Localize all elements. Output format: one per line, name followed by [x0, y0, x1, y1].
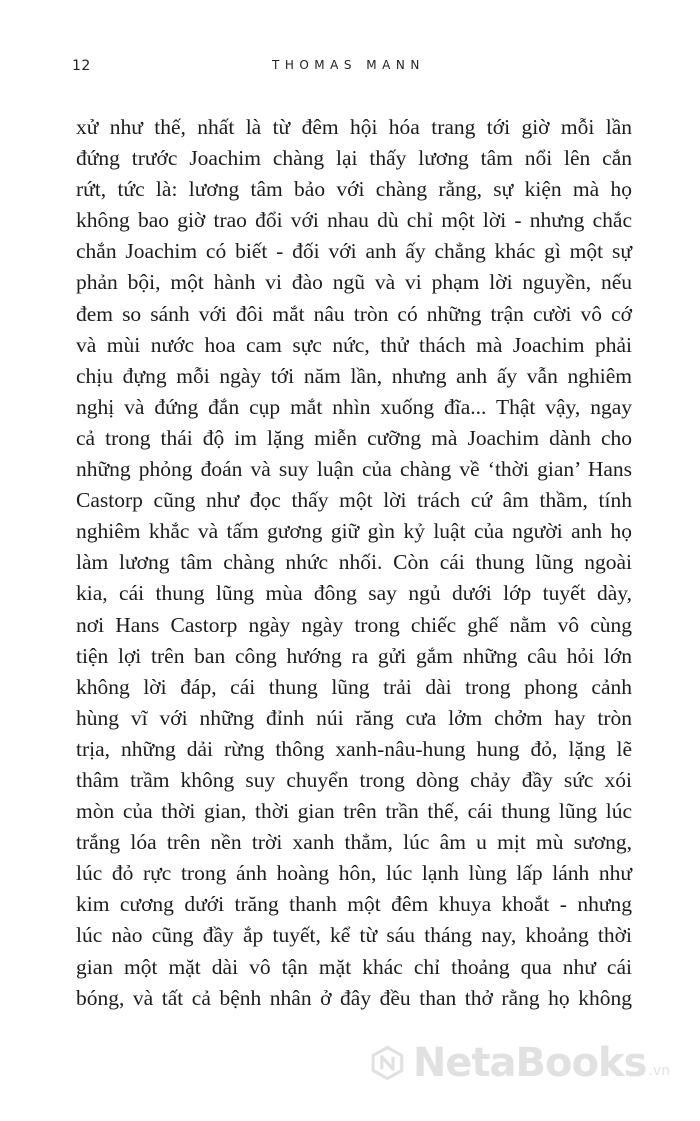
text-line: tiện lợi trên ban công hướng ra gửi gắm những câu hỏi lớn [76, 643, 632, 668]
text-line: kim cương dưới trăng thanh một đêm khuya khoắt - nhưng [76, 892, 632, 917]
text-line: không bao giờ trao đổi với nhau dù chỉ một lời - nhưng chắc [76, 208, 632, 233]
text-line: nghiêm khắc và tấm gương giữ gìn kỷ luật của người anh họ [76, 519, 632, 544]
text-line: những phỏng đoán và suy luận của chàng về ‘thời gian’ Hans [76, 457, 632, 482]
text-line: chắn Joachim có biết - đối với anh ấy chẳng khác gì một sự [76, 239, 632, 264]
page-number: 12 [72, 58, 91, 74]
text-line: nghị và đứng đắn cụp mắt nhìn xuống đĩa... Thật vậy, ngay [76, 394, 632, 419]
text-line: mòn của thời gian, thời gian trên trần thế, cái thung lũng lúc [76, 799, 632, 824]
text-line: đem so sánh với đôi mắt nâu tròn có những trận cười vô cớ [76, 301, 632, 326]
text-line: lúc đỏ rực trong ánh hoàng hôn, lúc lạnh lùng lấp lánh như [76, 861, 632, 886]
text-line: phản bội, một hành vi đào ngũ và vi phạm lời nguyền, nếu [76, 270, 632, 295]
text-line: bóng, và tất cả bệnh nhân ở đây đều than thở rằng họ không [76, 985, 632, 1010]
watermark-suffix: .vn [648, 1063, 670, 1079]
text-line: trịa, những dải rừng thông xanh-nâu-hung hung đỏ, lặng lẽ [76, 736, 632, 761]
text-line: hùng vĩ với những đỉnh núi răng cưa lởm chởm hay tròn [76, 705, 632, 730]
text-line: không lời đáp, cái thung lũng trải dài trong phong cảnh [76, 674, 632, 699]
text-line: rứt, tức là: lương tâm bảo với chàng rằng, sự kiện mà họ [76, 177, 632, 202]
running-head-author: THOMAS MANN [272, 58, 425, 72]
publisher-watermark [370, 1033, 670, 1093]
text-line: gian một mặt dài vô tận mặt khác chỉ thoảng qua như cái [76, 954, 632, 979]
page-header [72, 58, 632, 82]
text-line: Castorp cũng như đọc thấy một lời trách cứ âm thầm, tính [76, 488, 632, 513]
text-line: chịu đựng mỗi ngày tới năm lần, nhưng anh ấy vẫn nghiêm [76, 363, 632, 388]
text-line: lúc nào cũng đầy ắp tuyết, kể từ sáu tháng nay, khoảng thời [76, 923, 632, 948]
text-line: làm lương tâm chàng nhức nhối. Còn cái thung lũng ngoài [76, 550, 632, 575]
text-line: xử như thế, nhất là từ đêm hội hóa trang tới giờ mỗi lần [76, 115, 632, 139]
body-paragraph [76, 112, 632, 1014]
text-line: đứng trước Joachim chàng lại thấy lương tâm nổi lên cắn [76, 146, 632, 171]
text-line: cả trong thái độ im lặng miễn cưỡng mà Joachim dành cho [76, 425, 632, 450]
text-line: trắng lóa trên nền trời xanh thẳm, lúc âm u mịt mù sương, [76, 830, 632, 855]
text-line: nơi Hans Castorp ngày ngày trong chiếc ghế nằm vô cùng [76, 612, 632, 637]
netabooks-logo-icon [370, 1035, 405, 1091]
text-line: thâm trầm không suy chuyển trong dòng chảy đầy sức xói [76, 767, 632, 792]
text-line: và mùi nước hoa cam sực nức, thử thách mà Joachim phải [76, 332, 632, 357]
text-line: kia, cái thung lũng mùa đông say ngủ dưới lớp tuyết dày, [76, 581, 632, 606]
watermark-brand: NetaBooks [412, 1040, 647, 1086]
